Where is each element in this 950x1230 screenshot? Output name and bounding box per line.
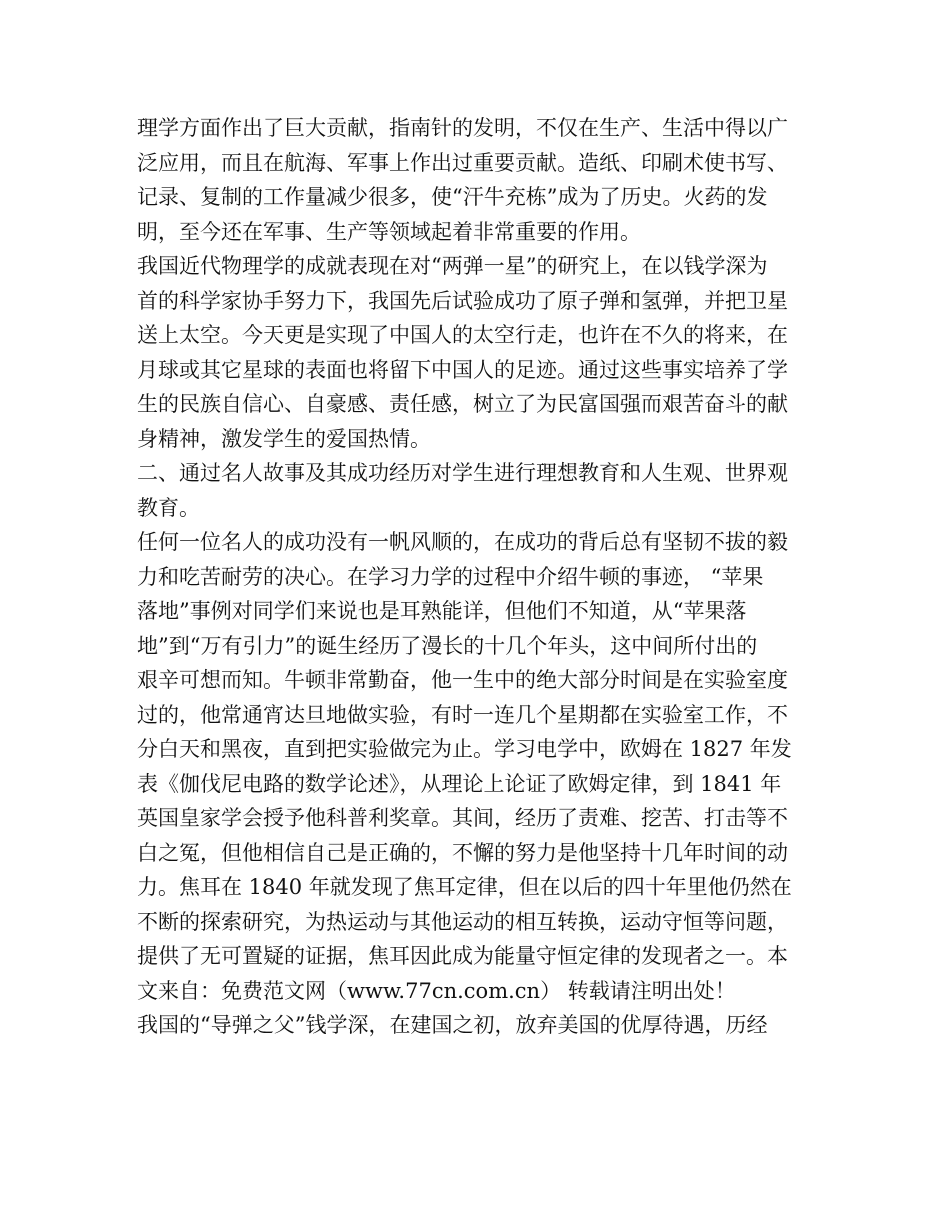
text-line: 艰辛可想而知。牛顿非常勤奋，他一生中的绝大部分时间是在实验室度 xyxy=(137,668,788,692)
section-heading: 二、通过名人故事及其成功经历对学生进行理想教育和人生观、世界观 xyxy=(137,461,788,485)
text-line: 我国近代物理学的成就表现在对“两弹一星”的研究上，在以钱学深为 xyxy=(137,254,768,278)
text-line: 分白天和黑夜，直到把实验做完为止。学习电学中，欧姆在 1827 年发 xyxy=(137,737,792,761)
text-line: 明，至今还在军事、生产等领域起着非常重要的作用。 xyxy=(137,219,641,244)
text-line: 过的，他常通宵达旦地做实验，有时一连几个星期都在实验室工作，不 xyxy=(137,702,788,727)
text-line: 我国的“导弹之父”钱学深，在建国之初，放弃美国的优厚待遇，历经 xyxy=(137,1013,768,1037)
text-line: 月球或其它星球的表面也将留下中国人的足迹。通过这些事实培养了学 xyxy=(137,357,788,382)
text-line: 落地”事例对同学们来说也是耳熟能详，但他们不知道，从“苹果落 xyxy=(137,599,747,623)
text-line: 记录、复制的工作量减少很多，使“汗牛充栋”成为了历史。火药的发 xyxy=(137,185,768,209)
text-line: 力和吃苦耐劳的决心。在学习力学的过程中介绍牛顿的事迹， “苹果 xyxy=(137,564,764,589)
text-line: 任何一位名人的成功没有一帆风顺的，在成功的背后总有坚韧不拔的毅 xyxy=(137,530,788,554)
text-line: 不断的探索研究，为热运动与其他运动的相互转换，运动守恒等问题， xyxy=(137,909,788,934)
text-line: 理学方面作出了巨大贡献，指南针的发明，不仅在生产、生活中得以广 xyxy=(137,116,788,140)
text-line: 提供了无可置疑的证据，焦耳因此成为能量守恒定律的发现者之一。本 xyxy=(137,944,788,968)
text-line: 表《伽伐尼电路的数学论述》，从理论上论证了欧姆定律，到 1841 年 xyxy=(137,771,782,796)
text-line: 身精神，激发学生的爱国热情。 xyxy=(137,426,431,451)
section-heading: 教育。 xyxy=(137,495,200,520)
text-line: 英国皇家学会授予他科普利奖章。其间，经历了责难、挖苦、打击等不 xyxy=(137,806,788,830)
text-line: 泛应用，而且在航海、军事上作出过重要贡献。造纸、印刷术使书写、 xyxy=(137,150,788,175)
text-line: 白之冤，但他相信自己是正确的，不懈的努力是他坚持十几年时间的动 xyxy=(137,840,788,865)
text-line: 生的民族自信心、自豪感、责任感，树立了为民富国强而艰苦奋斗的献 xyxy=(137,392,788,416)
text-line: 力。焦耳在 1840 年就发现了焦耳定律，但在以后的四十年里他仍然在 xyxy=(137,875,792,899)
text-line: 首的科学家协手努力下，我国先后试验成功了原子弹和氢弹，并把卫星 xyxy=(137,288,788,313)
text-line: 送上太空。今天更是实现了中国人的太空行走，也许在不久的将来，在 xyxy=(137,323,788,347)
text-line: 地”到“万有引力”的诞生经历了漫长的十几个年头，这中间所付出的 xyxy=(137,633,758,658)
document-body xyxy=(137,111,817,1043)
source-note: 文来自：免费范文网（www.77cn.com.cn） 转载请注明出处！ xyxy=(137,978,736,1003)
